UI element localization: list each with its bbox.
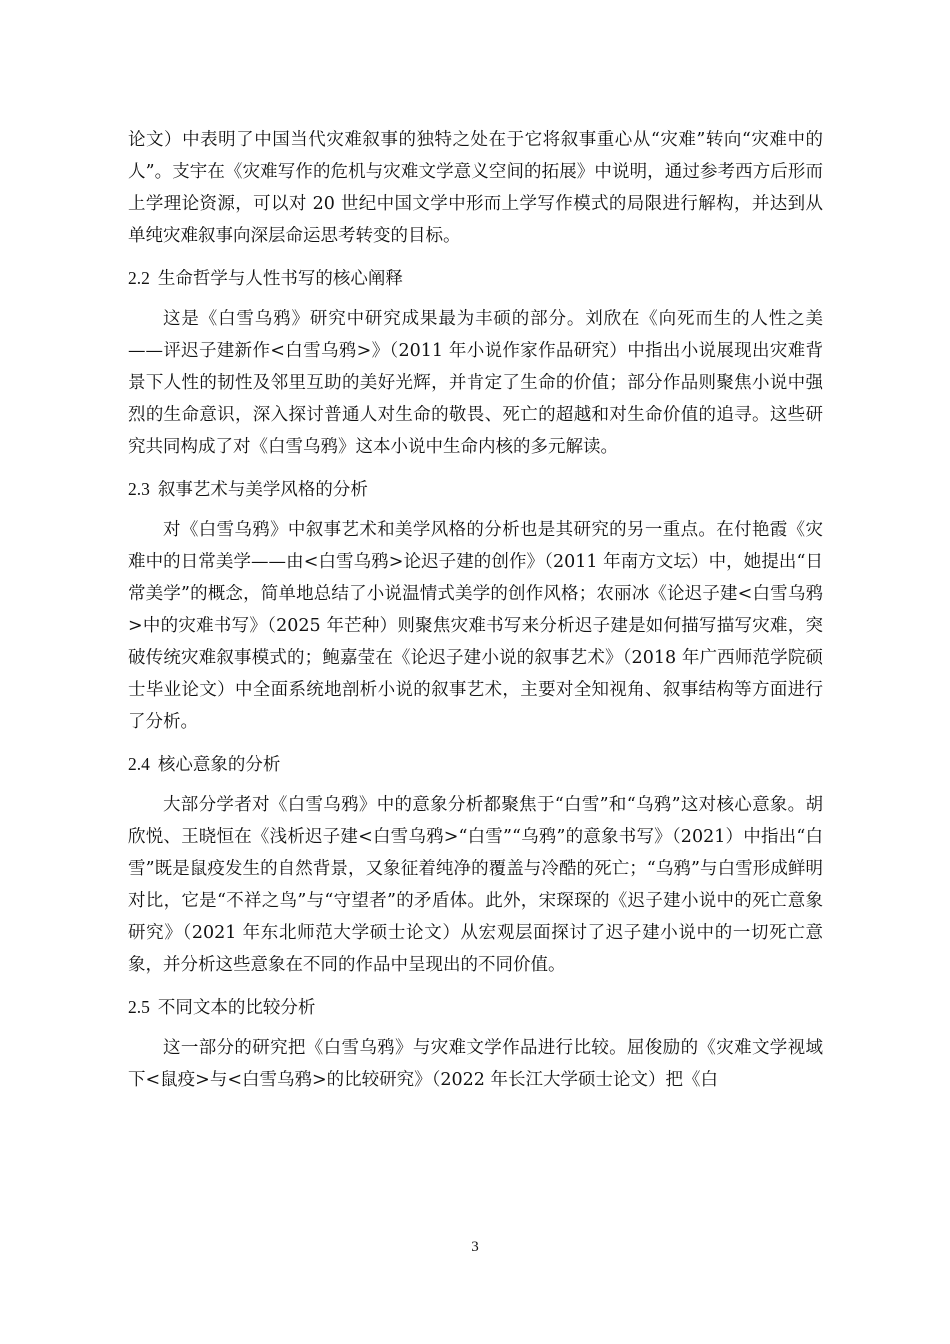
section-body: 大部分学者对《白雪乌鸦》中的意象分析都聚焦于“白雪”和“乌鸦”这对核心意象。胡欣悦、王晓恒在《浅析迟子建<白雪乌鸦>“白雪”“乌鸦”的意象书写》（2021）中指出“白雪”既是鼠疫发生的自然背景，又象征着纯净的覆盖与冷酷的死亡；“乌鸦”与白雪形成鲜明对比，它是“不祥之鸟”与“守望者”的矛盾体。此外，宋琛琛的《迟子建小说中的死亡意象研究》（2021 年东北师范大学硕士论文）从宏观层面探讨了迟子建小说中的一切死亡意象，并分析这些意象在不同的作品中呈现出的不同价值。 — [128, 795, 823, 975]
section-title: 生命哲学与人性书写的核心阐释 — [157, 269, 403, 289]
section-2-3 — [128, 473, 823, 738]
section-number: 2.4 — [128, 754, 150, 774]
section-body: 对《白雪乌鸦》中叙事艺术和美学风格的分析也是其研究的另一重点。在付艳霞《灾难中的日常美学——由<白雪乌鸦>论迟子建的创作》（2011 年南方文坛）中，她提出“日常美学”的概念，简单地总结了小说温情式美学的创作风格；农丽冰《论迟子建<白雪乌鸦>中的灾难书写》（2025 年芒种）则聚焦灾难书写来分析迟子建是如何描写描写灾难，突破传统灾难叙事模式的；鲍嘉莹在《论迟子建小说的叙事艺术》（2018 年广西师范学院硕士毕业论文）中全面系统地剖析小说的叙事艺术，主要对全知视角、叙事结构等方面进行了分析。 — [128, 520, 823, 732]
intro-paragraph: 论文）中表明了中国当代灾难叙事的独特之处在于它将叙事重心从“灾难”转向“灾难中的人”。支宇在《灾难写作的危机与灾难文学意义空间的拓展》中说明，通过参考西方后形而上学理论资源，可以对 20 世纪中国文学中形而上学写作模式的局限进行解构，并达到从单纯灾难叙事向深层命运思考转变的目标。 — [128, 130, 823, 246]
section-body: 这是《白雪乌鸦》研究中研究成果最为丰硕的部分。刘欣在《向死而生的人性之美——评迟子建新作<白雪乌鸦>》（2011 年小说作家作品研究）中指出小说展现出灾难背景下人性的韧性及邻里互助的美好光辉，并肯定了生命的价值；部分作品则聚焦小说中强烈的生命意识，深入探讨普通人对生命的敬畏、死亡的超越和对生命价值的追寻。这些研究共同构成了对《白雪乌鸦》这本小说中生命内核的多元解读。 — [128, 309, 823, 457]
section-2-2 — [128, 262, 823, 463]
section-body: 这一部分的研究把《白雪乌鸦》与灾难文学作品进行比较。屈俊励的《灾难文学视域下<鼠疫>与<白雪乌鸦>的比较研究》（2022 年长江大学硕士论文）把《白 — [128, 1038, 823, 1090]
section-heading — [128, 748, 823, 781]
section-2-4 — [128, 748, 823, 981]
page-content — [128, 124, 823, 1096]
section-heading — [128, 473, 823, 506]
section-heading — [128, 991, 823, 1024]
page-number: 3 — [471, 1239, 479, 1255]
section-title: 叙事艺术与美学风格的分析 — [157, 480, 368, 500]
section-heading — [128, 262, 823, 295]
section-title: 核心意象的分析 — [157, 755, 281, 775]
section-number: 2.5 — [128, 997, 150, 1017]
section-number: 2.2 — [128, 268, 150, 288]
section-number: 2.3 — [128, 479, 150, 499]
section-title: 不同文本的比较分析 — [157, 998, 316, 1018]
section-2-5 — [128, 991, 823, 1096]
